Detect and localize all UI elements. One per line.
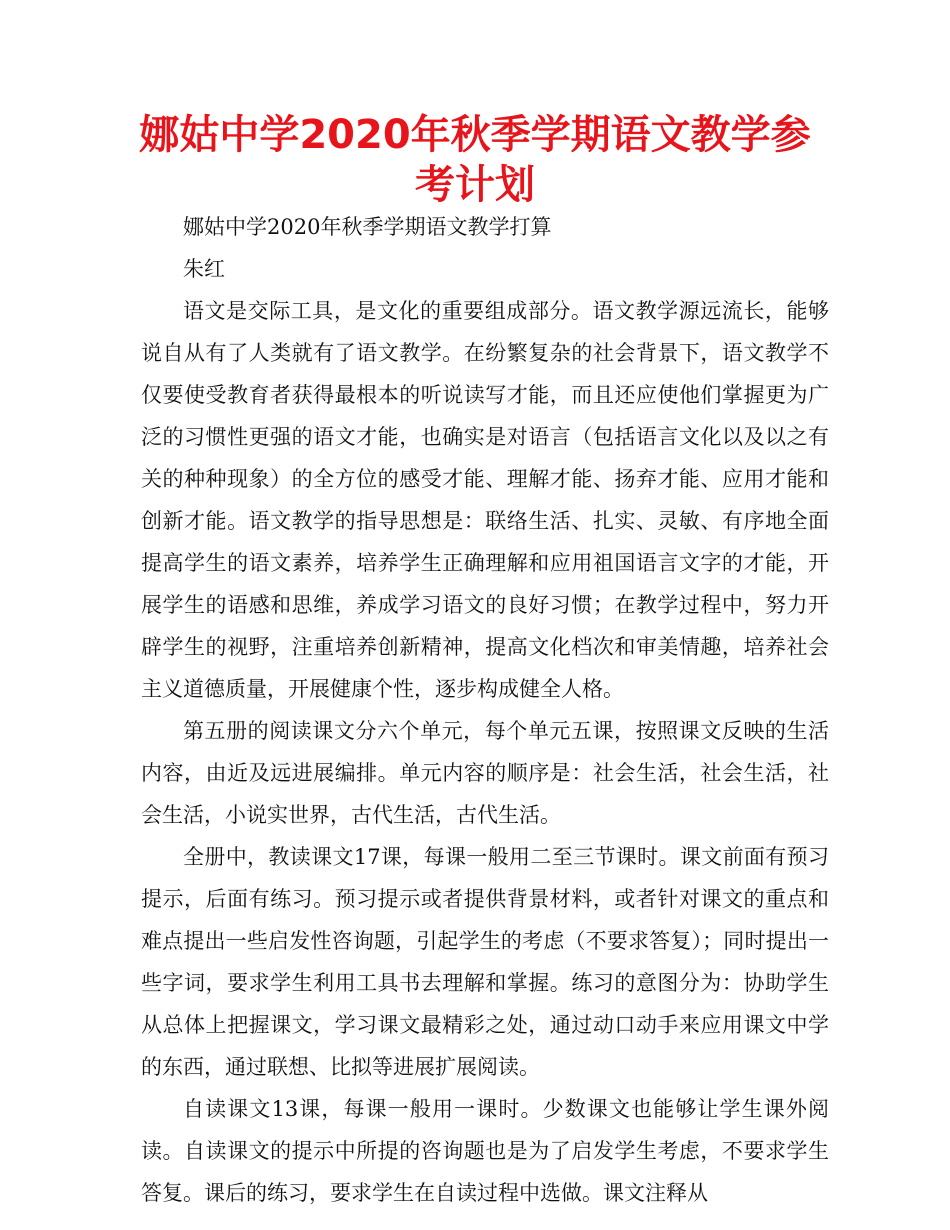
document-body [141, 206, 829, 1214]
document-subtitle: 娜姑中学2020年秋季学期语文教学打算 [183, 215, 552, 239]
paragraph: 语文是交际工具，是文化的重要组成部分。语文教学源远流长，能够说自从有了人类就有了语文教学。在纷繁复杂的社会背景下，语文教学不仅要使受教育者获得最根本的听说读写才能，而且还应使他们掌握更为广泛的习惯性更强的语文才能，也确实是对语言（包括语言文化以及以之有关的种种现象）的全方位的感受才能、理解才能、扬弃才能、应用才能和创新才能。语文教学的指导思想是：联络生活、扎实、灵敏、有序地全面提高学生的语文素养，培养学生正确理解和应用祖国语言文字的才能，开展学生的语感和思维，养成学习语文的良好习惯；在教学过程中，努力开辟学生的视野，注重培养创新精神，提高文化档次和审美情趣，培养社会主义道德质量，开展健康个性，逐步构成健全人格。 [141, 299, 829, 701]
document-title: 娜姑中学2020年秋季学期语文教学参考计划 [139, 112, 811, 208]
paragraph: 自读课文13课，每课一般用一课时。少数课文也能够让学生课外阅读。自读课文的提示中所提的咨询题也是为了启发学生考虑，不要求学生答复。课后的练习，要求学生在自读过程中选做。课文注释从 [141, 1097, 829, 1205]
paragraph: 全册中，教读课文17课，每课一般用二至三节课时。课文前面有预习提示，后面有练习。预习提示或者提供背景材料，或者针对课文的重点和难点提出一些启发性咨询题，引起学生的考虑（不要求答复）；同时提出一些字词，要求学生利用工具书去理解和掌握。练习的意图分为：协助学生从总体上把握课文，学习课文最精彩之处，通过动口动手来应用课文中学的东西，通过联想、比拟等进展扩展阅读。 [141, 845, 829, 1079]
paragraph: 第五册的阅读课文分六个单元，每个单元五课，按照课文反映的生活内容，由近及远进展编排。单元内容的顺序是：社会生活，社会生活，社会生活，小说实世界，古代生活，古代生活。 [141, 719, 829, 827]
document-author: 朱红 [183, 257, 225, 281]
